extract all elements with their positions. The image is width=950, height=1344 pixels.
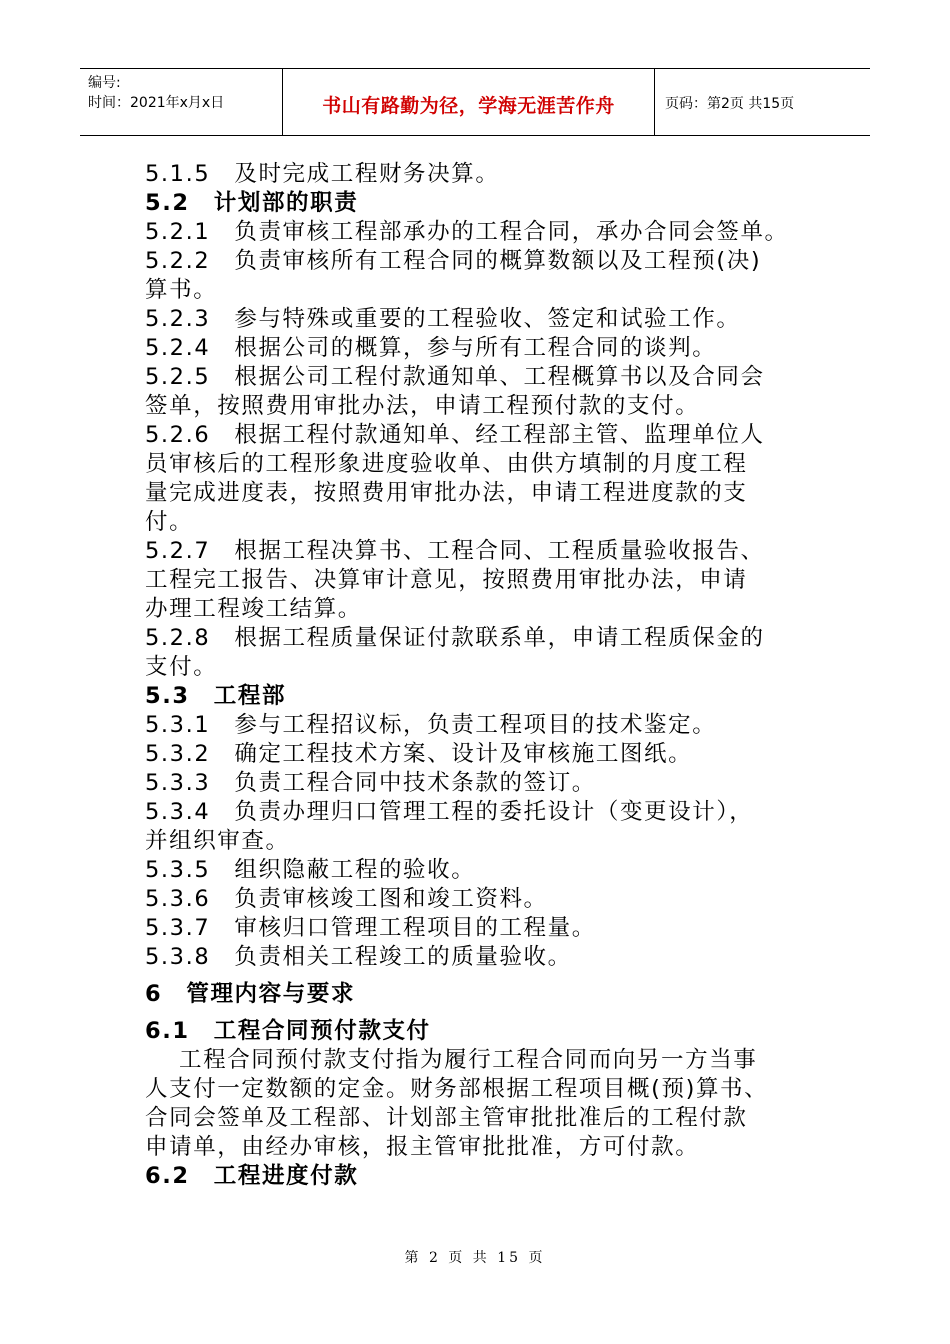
body-line: 5.3.5 组织隐蔽工程的验收。 [145, 857, 476, 883]
header-page-info: 页码：第2页 共15页 [665, 96, 795, 112]
body-line: 5.3.2 确定工程技术方案、设计及审核施工图纸。 [145, 741, 693, 767]
header-meta [80, 69, 283, 135]
body-line: 5.2.6 根据工程付款通知单、经工程部主管、监理单位人 [145, 422, 765, 448]
body-line: 5.2.8 根据工程质量保证付款联系单，申请工程质保金的 [145, 625, 765, 651]
body-line: 5.3.6 负责审核竣工图和竣工资料。 [145, 886, 548, 912]
doc-time-label: 时间：2021年x月x日 [88, 95, 225, 111]
header-page-cell [655, 69, 870, 135]
section-heading: 5.2 计划部的职责 [145, 190, 359, 216]
body-line: 5.3.7 审核归口管理工程项目的工程量。 [145, 915, 596, 941]
body-line: 5.2.2 负责审核所有工程合同的概算数额以及工程预(决) [145, 248, 762, 274]
body-line: 5.2.4 根据公司的概算，参与所有工程合同的谈判。 [145, 335, 717, 361]
doc-code-label: 编号: [88, 75, 121, 91]
body-line: 支付。 [145, 654, 218, 680]
body-line: 签单，按照费用审批办法，申请工程预付款的支付。 [145, 393, 700, 419]
body-line: 办理工程竣工结算。 [145, 596, 362, 622]
page-header [80, 68, 870, 136]
body-line: 5.3.8 负责相关工程竣工的质量验收。 [145, 944, 572, 970]
body-line: 5.3.1 参与工程招议标，负责工程项目的技术鉴定。 [145, 712, 717, 738]
body-line: 算书。 [145, 277, 218, 303]
body-line: 付。 [145, 509, 194, 535]
body-line: 工程完工报告、决算审计意见，按照费用审批办法，申请 [145, 567, 748, 593]
body-line: 量完成进度表，按照费用审批办法，申请工程进度款的支 [145, 480, 748, 506]
page-footer [0, 1247, 950, 1267]
header-slogan-cell [283, 69, 655, 135]
body-line: 工程合同预付款支付指为履行工程合同而向另一方当事 [179, 1047, 758, 1073]
section-heading: 6.2 工程进度付款 [145, 1163, 359, 1189]
body-line: 5.2.1 负责审核工程部承办的工程合同，承办合同会签单。 [145, 219, 789, 245]
header-slogan: 书山有路勤为径，学海无涯苦作舟 [322, 95, 615, 117]
section-heading: 5.3 工程部 [145, 683, 287, 709]
body-line: 人支付一定数额的定金。财务部根据工程项目概(预)算书、 [145, 1076, 769, 1102]
body-line: 5.1.5 及时完成工程财务决算。 [145, 161, 500, 187]
section-heading: 6.1 工程合同预付款支付 [145, 1018, 431, 1044]
body-line: 5.2.3 参与特殊或重要的工程验收、签定和试验工作。 [145, 306, 741, 332]
document-body [145, 160, 813, 1191]
body-line: 合同会签单及工程部、计划部主管审批批准后的工程付款 [145, 1105, 748, 1131]
body-line: 申请单，由经办审核，报主管审批批准，方可付款。 [145, 1134, 700, 1160]
body-line: 5.2.7 根据工程决算书、工程合同、工程质量验收报告、 [145, 538, 765, 564]
body-line: 5.3.3 负责工程合同中技术条款的签订。 [145, 770, 596, 796]
footer-page-number: 第 2 页 共 15 页 [404, 1250, 546, 1266]
section-heading: 6 管理内容与要求 [145, 981, 356, 1007]
body-line: 5.2.5 根据公司工程付款通知单、工程概算书以及合同会 [145, 364, 765, 390]
body-line: 5.3.4 负责办理归口管理工程的委托设计（变更设计）， [145, 799, 754, 825]
body-line: 员审核后的工程形象进度验收单、由供方填制的月度工程 [145, 451, 748, 477]
body-line: 并组织审查。 [145, 828, 290, 854]
